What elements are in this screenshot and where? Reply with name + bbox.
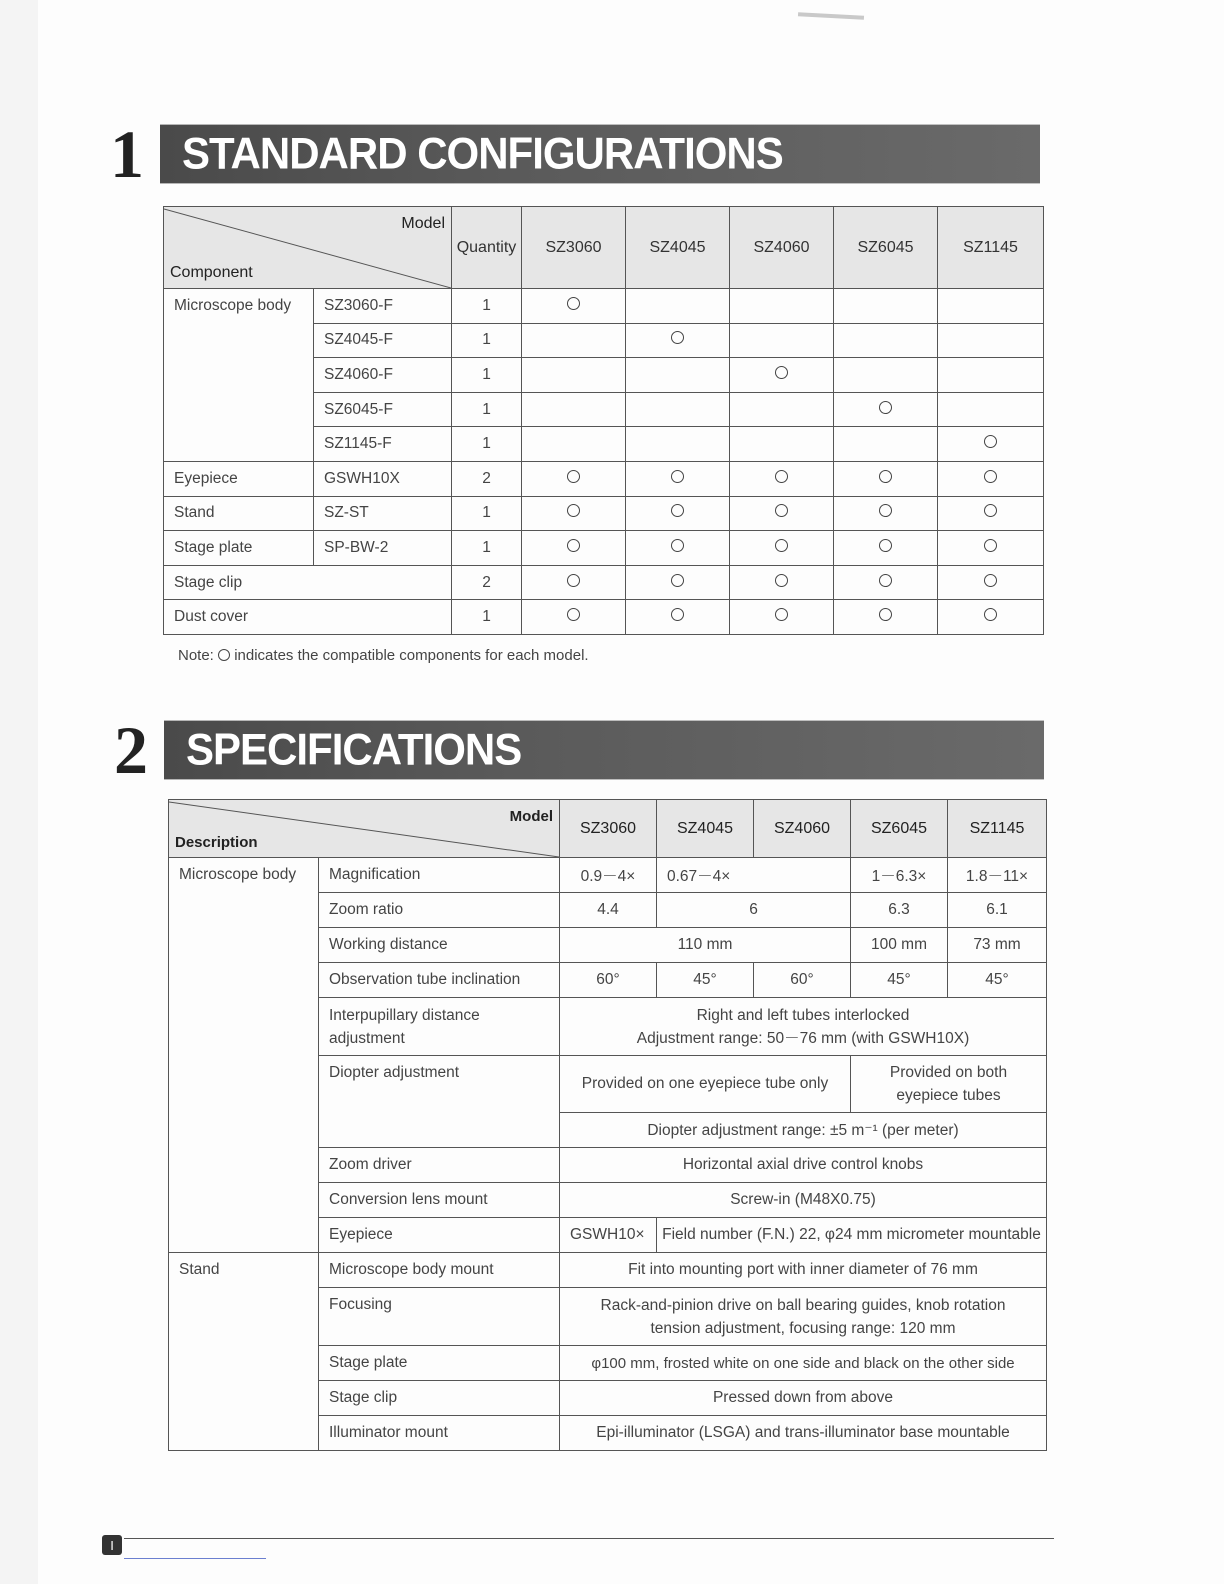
spec-label-line: adjustment [329,1029,405,1047]
spec-value: Field number (F.N.) 22, φ24 mm micrometer mountable [657,1218,1047,1253]
component-group-label: Dust cover [164,600,452,635]
compatibility-cell [522,358,626,393]
group-label: Eyepiece [319,1218,560,1253]
circle-icon [671,608,684,621]
compatibility-cell [730,358,834,393]
part-number: GSWH10X [314,461,452,496]
circle-icon [984,504,997,517]
compatibility-cell [522,565,626,600]
circle-icon [218,649,230,661]
quantity-cell: 1 [452,531,522,566]
component-header-label: Component [170,264,253,281]
model-header: SZ3060 [560,800,657,858]
compatibility-cell [938,565,1044,600]
table-row [164,461,1044,496]
compatibility-cell [834,323,938,358]
circle-icon [775,366,788,379]
circle-icon [671,574,684,587]
compatibility-cell [834,289,938,324]
group-label: Stand [169,1253,319,1451]
circle-icon [775,539,788,552]
circle-icon [775,574,788,587]
circle-icon [671,470,684,483]
compatibility-cell [730,565,834,600]
circle-icon [984,435,997,448]
compatibility-cell [522,323,626,358]
compatibility-cell [730,600,834,635]
compatibility-cell [834,358,938,393]
compatibility-cell [626,427,730,462]
component-group-label: Microscope body [164,289,314,462]
component-group-label: Stage plate [164,531,314,566]
quantity-header: Quantity [452,207,522,289]
circle-icon [567,539,580,552]
circle-icon [879,608,892,621]
model-header: SZ6045 [834,207,938,289]
spec-label: Stage clip [319,1381,560,1416]
compatibility-cell [938,531,1044,566]
footer-rule [124,1538,1054,1539]
model-header: SZ4060 [754,800,851,858]
circle-icon [671,331,684,344]
compatibility-cell [730,323,834,358]
quantity-cell: 2 [452,565,522,600]
configurations-table [163,206,1044,635]
group-label: Microscope body [169,858,319,1253]
model-header: SZ1145 [948,800,1047,858]
compatibility-cell [938,496,1044,531]
spec-value: 4.4 [560,893,657,928]
section-title: STANDARD CONFIGURATIONS [160,125,1040,184]
model-header-label: Model [509,808,553,825]
compatibility-cell [522,289,626,324]
spec-label: Observation tube inclination [319,963,560,998]
scan-shadow [0,0,38,1584]
compatibility-cell [938,427,1044,462]
model-header: SZ3060 [522,207,626,289]
compatibility-cell [834,461,938,496]
compatibility-cell [834,427,938,462]
spec-value: 6.3 [851,893,948,928]
scan-mark [798,12,864,19]
spec-value-line: Adjustment range: 50－76 mm (with GSWH10X) [636,1029,970,1047]
circle-icon [671,504,684,517]
spec-value: 60° [560,963,657,998]
section-title: SPECIFICATIONS [164,721,1044,780]
circle-icon [567,574,580,587]
part-number: SZ1145-F [314,427,452,462]
spec-value: 45° [948,963,1047,998]
table-header-row [164,207,1044,289]
compatibility-cell [938,392,1044,427]
spec-value-line: Provided on both [889,1064,1008,1081]
spec-value: Pressed down from above [560,1381,1047,1416]
spec-value: 0.67－4× [657,858,851,893]
compatibility-cell [522,461,626,496]
compatibility-cell [938,600,1044,635]
spec-value: Diopter adjustment range: ±5 m⁻¹ (per meter) [560,1113,1047,1148]
compatibility-cell [730,427,834,462]
quantity-cell: 1 [452,323,522,358]
circle-icon [879,401,892,414]
circle-icon [567,504,580,517]
compatibility-cell [522,496,626,531]
spec-label: Zoom ratio [319,893,560,928]
spec-value: 60° [754,963,851,998]
table-row [164,496,1044,531]
quantity-cell: 1 [452,289,522,324]
circle-icon [567,608,580,621]
compatibility-cell [730,289,834,324]
spec-value [560,1288,1047,1346]
spec-label: Working distance [319,928,560,963]
section-number: 1 [110,116,144,192]
quantity-cell: 1 [452,600,522,635]
model-header-label: Model [401,215,445,232]
compatibility-cell [626,461,730,496]
quantity-cell: 1 [452,392,522,427]
section-1-heading [110,116,1040,192]
compatibility-cell [730,392,834,427]
spec-label: Stage plate [319,1346,560,1381]
compatibility-cell [938,289,1044,324]
compatibility-cell [626,565,730,600]
compatibility-cell [522,392,626,427]
part-number: SZ6045-F [314,392,452,427]
spec-value [560,998,1047,1056]
spec-value [851,1056,1047,1113]
compatibility-cell [522,600,626,635]
spec-value: φ100 mm, frosted white on one side and black on the other side [560,1346,1047,1381]
spec-value: 6 [657,893,851,928]
compatibility-cell [834,565,938,600]
part-number: SZ4060-F [314,358,452,393]
compatibility-cell [730,531,834,566]
section-2-heading [114,712,1044,788]
model-header: SZ6045 [851,800,948,858]
compatibility-cell [626,358,730,393]
compatibility-cell [522,531,626,566]
circle-icon [984,574,997,587]
compatibility-cell [626,600,730,635]
spec-value: 1.8－11× [948,858,1047,893]
table-row [164,565,1044,600]
table-row [169,858,1047,893]
compatibility-cell [626,289,730,324]
spec-value: 110 mm [560,928,851,963]
diagonal-header-cell [164,207,452,289]
circle-icon [775,608,788,621]
description-header-label: Description [175,834,258,851]
section-number: 2 [114,712,148,788]
part-number: SZ4045-F [314,323,452,358]
spec-label: Magnification [319,858,560,893]
quantity-cell: 1 [452,427,522,462]
circle-icon [984,608,997,621]
circle-icon [775,504,788,517]
spec-value: Epi-illuminator (LSGA) and trans-illuminator base mountable [560,1416,1047,1451]
compatibility-cell [834,531,938,566]
spec-label: Diopter adjustment [319,1056,560,1148]
quantity-cell: 2 [452,461,522,496]
compatibility-cell [626,531,730,566]
circle-icon [775,470,788,483]
part-number: SP-BW-2 [314,531,452,566]
model-header: SZ4045 [657,800,754,858]
spec-value-line: Rack-and-pinion drive on ball bearing guides, knob rotation [600,1296,1006,1314]
spec-label: Microscope body mount [319,1253,560,1288]
spec-value: 1－6.3× [851,858,948,893]
note-prefix: Note: [178,647,214,664]
spec-value: 45° [851,963,948,998]
spec-label [319,998,560,1056]
circle-icon [567,297,580,310]
model-header: SZ4045 [626,207,730,289]
model-header: SZ4060 [730,207,834,289]
circle-icon [879,574,892,587]
specifications-table [168,799,1047,1451]
compatibility-cell [626,323,730,358]
compatibility-cell [730,461,834,496]
quantity-cell: 1 [452,496,522,531]
circle-icon [879,539,892,552]
spec-value-line: eyepiece tubes [896,1087,1001,1104]
spec-label: Conversion lens mount [319,1183,560,1218]
circle-icon [671,539,684,552]
spec-label: Zoom driver [319,1148,560,1183]
circle-icon [879,504,892,517]
circle-icon [984,539,997,552]
compatibility-cell [626,496,730,531]
spec-value: Horizontal axial drive control knobs [560,1148,1047,1183]
component-group-label: Stand [164,496,314,531]
spec-value: Screw-in (M48X0.75) [560,1183,1047,1218]
spec-value-line: Right and left tubes interlocked [696,1006,910,1024]
compatibility-cell [834,392,938,427]
circle-icon [567,470,580,483]
spec-value: 100 mm [851,928,948,963]
spec-value: 6.1 [948,893,1047,928]
table-note [178,647,589,664]
compatibility-cell [938,461,1044,496]
spec-value: 73 mm [948,928,1047,963]
compatibility-cell [522,427,626,462]
part-number: SZ-ST [314,496,452,531]
compatibility-cell [626,392,730,427]
compatibility-cell [730,496,834,531]
model-header: SZ1145 [938,207,1044,289]
spec-label: Focusing [319,1288,560,1346]
page-badge: I [102,1535,122,1555]
table-row [169,1253,1047,1288]
compatibility-cell [834,600,938,635]
table-row [164,531,1044,566]
component-group-label: Stage clip [164,565,452,600]
spec-value-line: tension adjustment, focusing range: 120 mm [650,1319,956,1337]
circle-icon [879,470,892,483]
spec-label: Illuminator mount [319,1416,560,1451]
spec-label: GSWH10× [560,1218,657,1253]
note-text: indicates the compatible components for each model. [234,647,589,664]
spec-value: 45° [657,963,754,998]
circle-icon [984,470,997,483]
spec-value: Fit into mounting port with inner diameter of 76 mm [560,1253,1047,1288]
compatibility-cell [938,323,1044,358]
compatibility-cell [834,496,938,531]
footer-link-underline [124,1558,266,1559]
table-header-row [169,800,1047,858]
table-row [164,600,1044,635]
spec-value: 0.9－4× [560,858,657,893]
spec-value: Provided on one eyepiece tube only [560,1056,851,1113]
diagonal-header-cell [169,800,560,858]
compatibility-cell [938,358,1044,393]
part-number: SZ3060-F [314,289,452,324]
spec-label-line: Interpupillary distance [329,1006,480,1024]
quantity-cell: 1 [452,358,522,393]
table-row [164,289,1044,324]
component-group-label: Eyepiece [164,461,314,496]
